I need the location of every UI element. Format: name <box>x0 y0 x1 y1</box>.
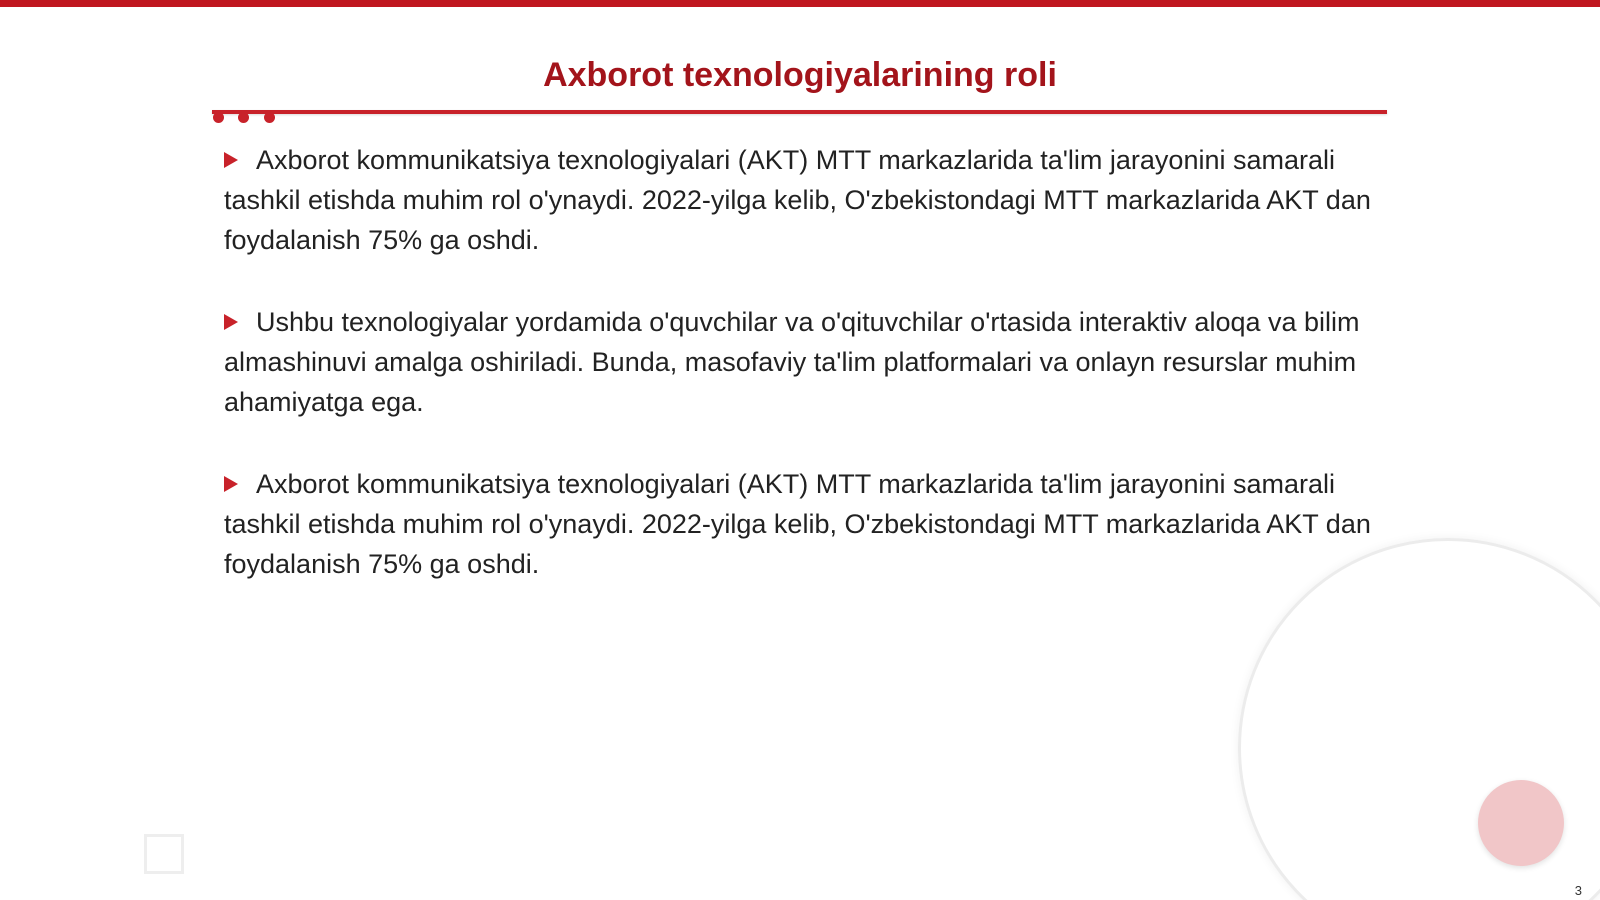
decorative-dot <box>264 112 275 123</box>
decorative-dot <box>213 112 224 123</box>
bullet-list <box>224 140 1374 626</box>
decorative-dot <box>238 112 249 123</box>
top-accent-bar <box>0 0 1600 7</box>
triangle-bullet-icon <box>224 152 238 168</box>
page-number: 3 <box>1574 883 1582 898</box>
title-underline <box>212 110 1387 114</box>
decorative-pink-circle <box>1478 780 1564 866</box>
decorative-square <box>144 834 184 874</box>
triangle-bullet-icon <box>224 476 238 492</box>
bullet-paragraph <box>224 302 1374 422</box>
triangle-bullet-icon <box>224 314 238 330</box>
slide-title: Axborot texnologiyalarining roli <box>543 56 1057 94</box>
bullet-text: Axborot kommunikatsiya texnologiyalari (AKT) MTT markazlarida ta'lim jarayonini samarali tashkil etishda muhim rol o'ynaydi. 2022-yilga kelib, O'zbekistondagi MTT markazlarida AKT dan foydalanish 75% ga oshdi. <box>224 145 1371 255</box>
bullet-paragraph <box>224 464 1374 584</box>
bullet-paragraph <box>224 140 1374 260</box>
bullet-text: Axborot kommunikatsiya texnologiyalari (AKT) MTT markazlarida ta'lim jarayonini samarali tashkil etishda muhim rol o'ynaydi. 2022-yilga kelib, O'zbekistondagi MTT markazlarida AKT dan foydalanish 75% ga oshdi. <box>224 469 1371 579</box>
bullet-text: Ushbu texnologiyalar yordamida o'quvchilar va o'qituvchilar o'rtasida interaktiv aloqa va bilim almashinuvi amalga oshiriladi. Bunda, masofaviy ta'lim platformalari va onlayn resurslar muhim ahamiyatga ega. <box>224 307 1360 417</box>
